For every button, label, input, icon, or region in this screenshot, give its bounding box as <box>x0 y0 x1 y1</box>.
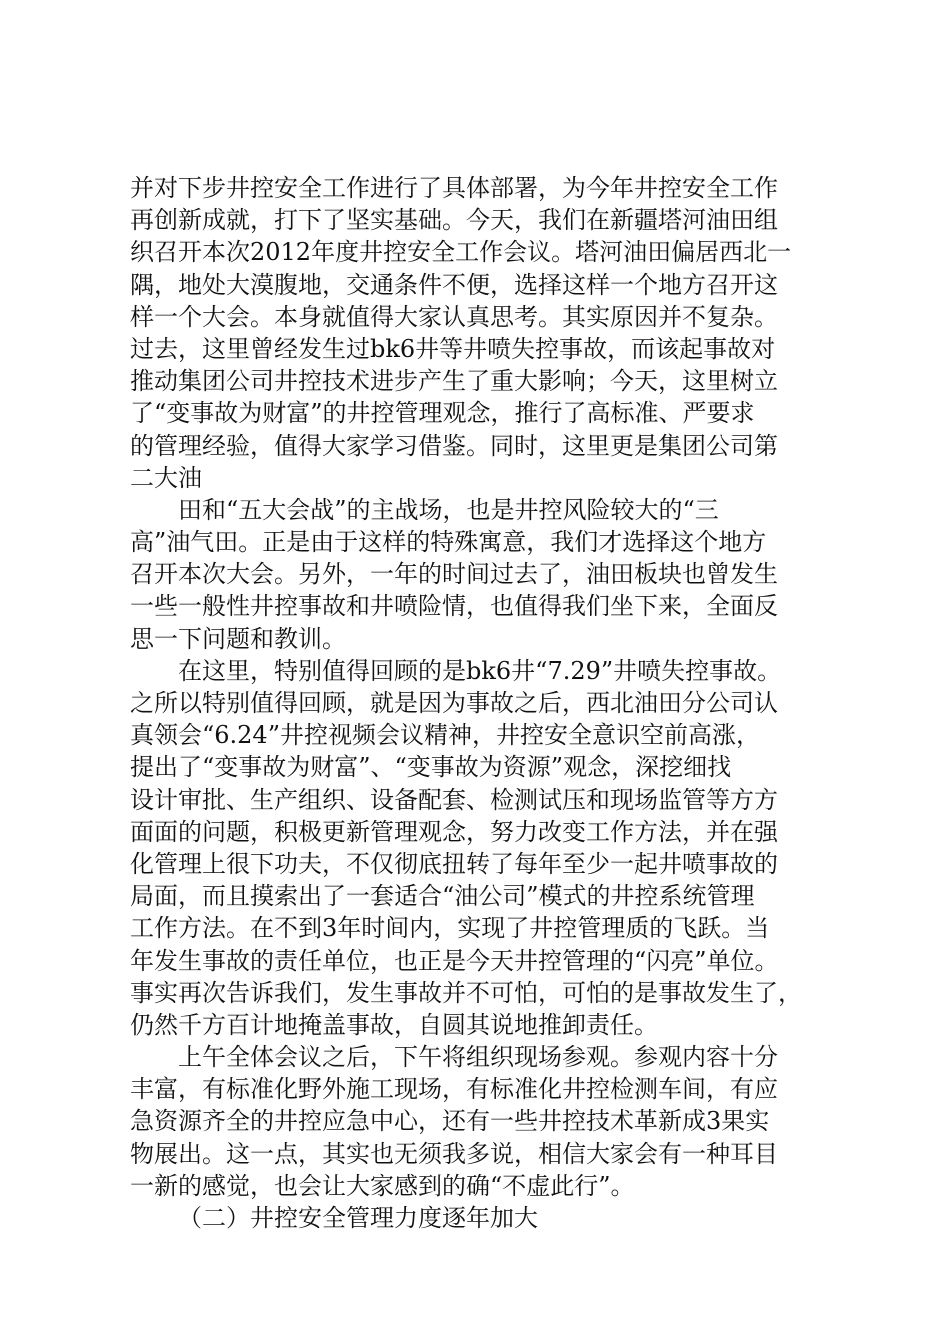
text-line: 事实再次告诉我们，发生事故并不可怕，可怕的是事故发生了， <box>130 978 802 1007</box>
text-line: 提出了“变事故为财富”、“变事故为资源”观念，深挖细找 <box>130 753 732 782</box>
text-line: 再创新成就，打下了坚实基础。今天，我们在新疆塔河油田组 <box>130 206 778 235</box>
text-line: 真领会“6.24”井控视频会议精神，井控安全意识空前高涨， <box>130 721 760 750</box>
text-line: 面面的问题，积极更新管理观念，努力改变工作方法，并在强 <box>130 817 778 846</box>
text-line: 丰富，有标准化野外施工现场，有标准化井控检测车间，有应 <box>130 1075 778 1104</box>
text-line: 一新的感觉，也会让大家感到的确“不虚此行”。 <box>130 1171 635 1200</box>
text-line: 上午全体会议之后，下午将组织现场参观。参观内容十分 <box>178 1043 778 1072</box>
text-line: 过去，这里曾经发生过bk6井等井喷失控事故，而该起事故对 <box>130 334 776 363</box>
text-line: 二大油 <box>130 463 202 492</box>
text-line: 田和“五大会战”的主战场，也是井控风险较大的“三 <box>178 495 719 524</box>
text-line: 一些一般性井控事故和井喷险情，也值得我们坐下来，全面反 <box>130 592 778 621</box>
text-line: 隅，地处大漠腹地，交通条件不便，选择这样一个地方召开这 <box>130 270 778 299</box>
document-body <box>130 172 830 1234</box>
text-line: 急资源齐全的井控应急中心，还有一些井控技术革新成3果实 <box>130 1107 770 1136</box>
text-line: 物展出。这一点，其实也无须我多说，相信大家会有一种耳目 <box>130 1139 778 1168</box>
text-line: 推动集团公司井控技术进步产生了重大影响；今天，这里树立 <box>130 367 778 396</box>
text-line: 思一下问题和教训。 <box>130 624 346 653</box>
text-line: 工作方法。在不到3年时间内，实现了井控管理质的飞跃。当 <box>130 914 770 943</box>
text-line: 的管理经验，值得大家学习借鉴。同时，这里更是集团公司第 <box>130 431 778 460</box>
text-line: 高”油气田。正是由于这样的特殊寓意，我们才选择这个地方 <box>130 528 767 557</box>
text-line: 了“变事故为财富”的井控管理观念，推行了高标准、严要求 <box>130 399 755 428</box>
text-line: 之所以特别值得回顾，就是因为事故之后，西北油田分公司认 <box>130 689 778 717</box>
text-line: 化管理上很下功夫，不仅彻底扭转了每年至少一起井喷事故的 <box>130 849 778 878</box>
text-line: 样一个大会。本身就值得大家认真思考。其实原因并不复杂。 <box>130 302 778 331</box>
text-line: 在这里，特别值得回顾的是bk6井“7.29”井喷失控事故。 <box>178 656 782 685</box>
text-line: 年发生事故的责任单位，也正是今天井控管理的“闪亮”单位。 <box>130 946 779 975</box>
text-line: 织召开本次2012年度井控安全工作会议。塔河油田偏居西北一 <box>130 238 792 267</box>
text-line: 召开本次大会。另外，一年的时间过去了，油田板块也曾发生 <box>130 560 778 589</box>
text-line: 局面，而且摸索出了一套适合“油公司”模式的井控系统管理 <box>130 882 755 911</box>
text-line: 设计审批、生产组织、设备配套、检测试压和现场监管等方方 <box>130 785 778 814</box>
text-line: （二）井控安全管理力度逐年加大 <box>178 1204 538 1232</box>
text-line: 仍然千方百计地掩盖事故，自圆其说地推卸责任。 <box>130 1010 658 1039</box>
text-line: 并对下步井控安全工作进行了具体部署，为今年井控安全工作 <box>130 174 778 202</box>
